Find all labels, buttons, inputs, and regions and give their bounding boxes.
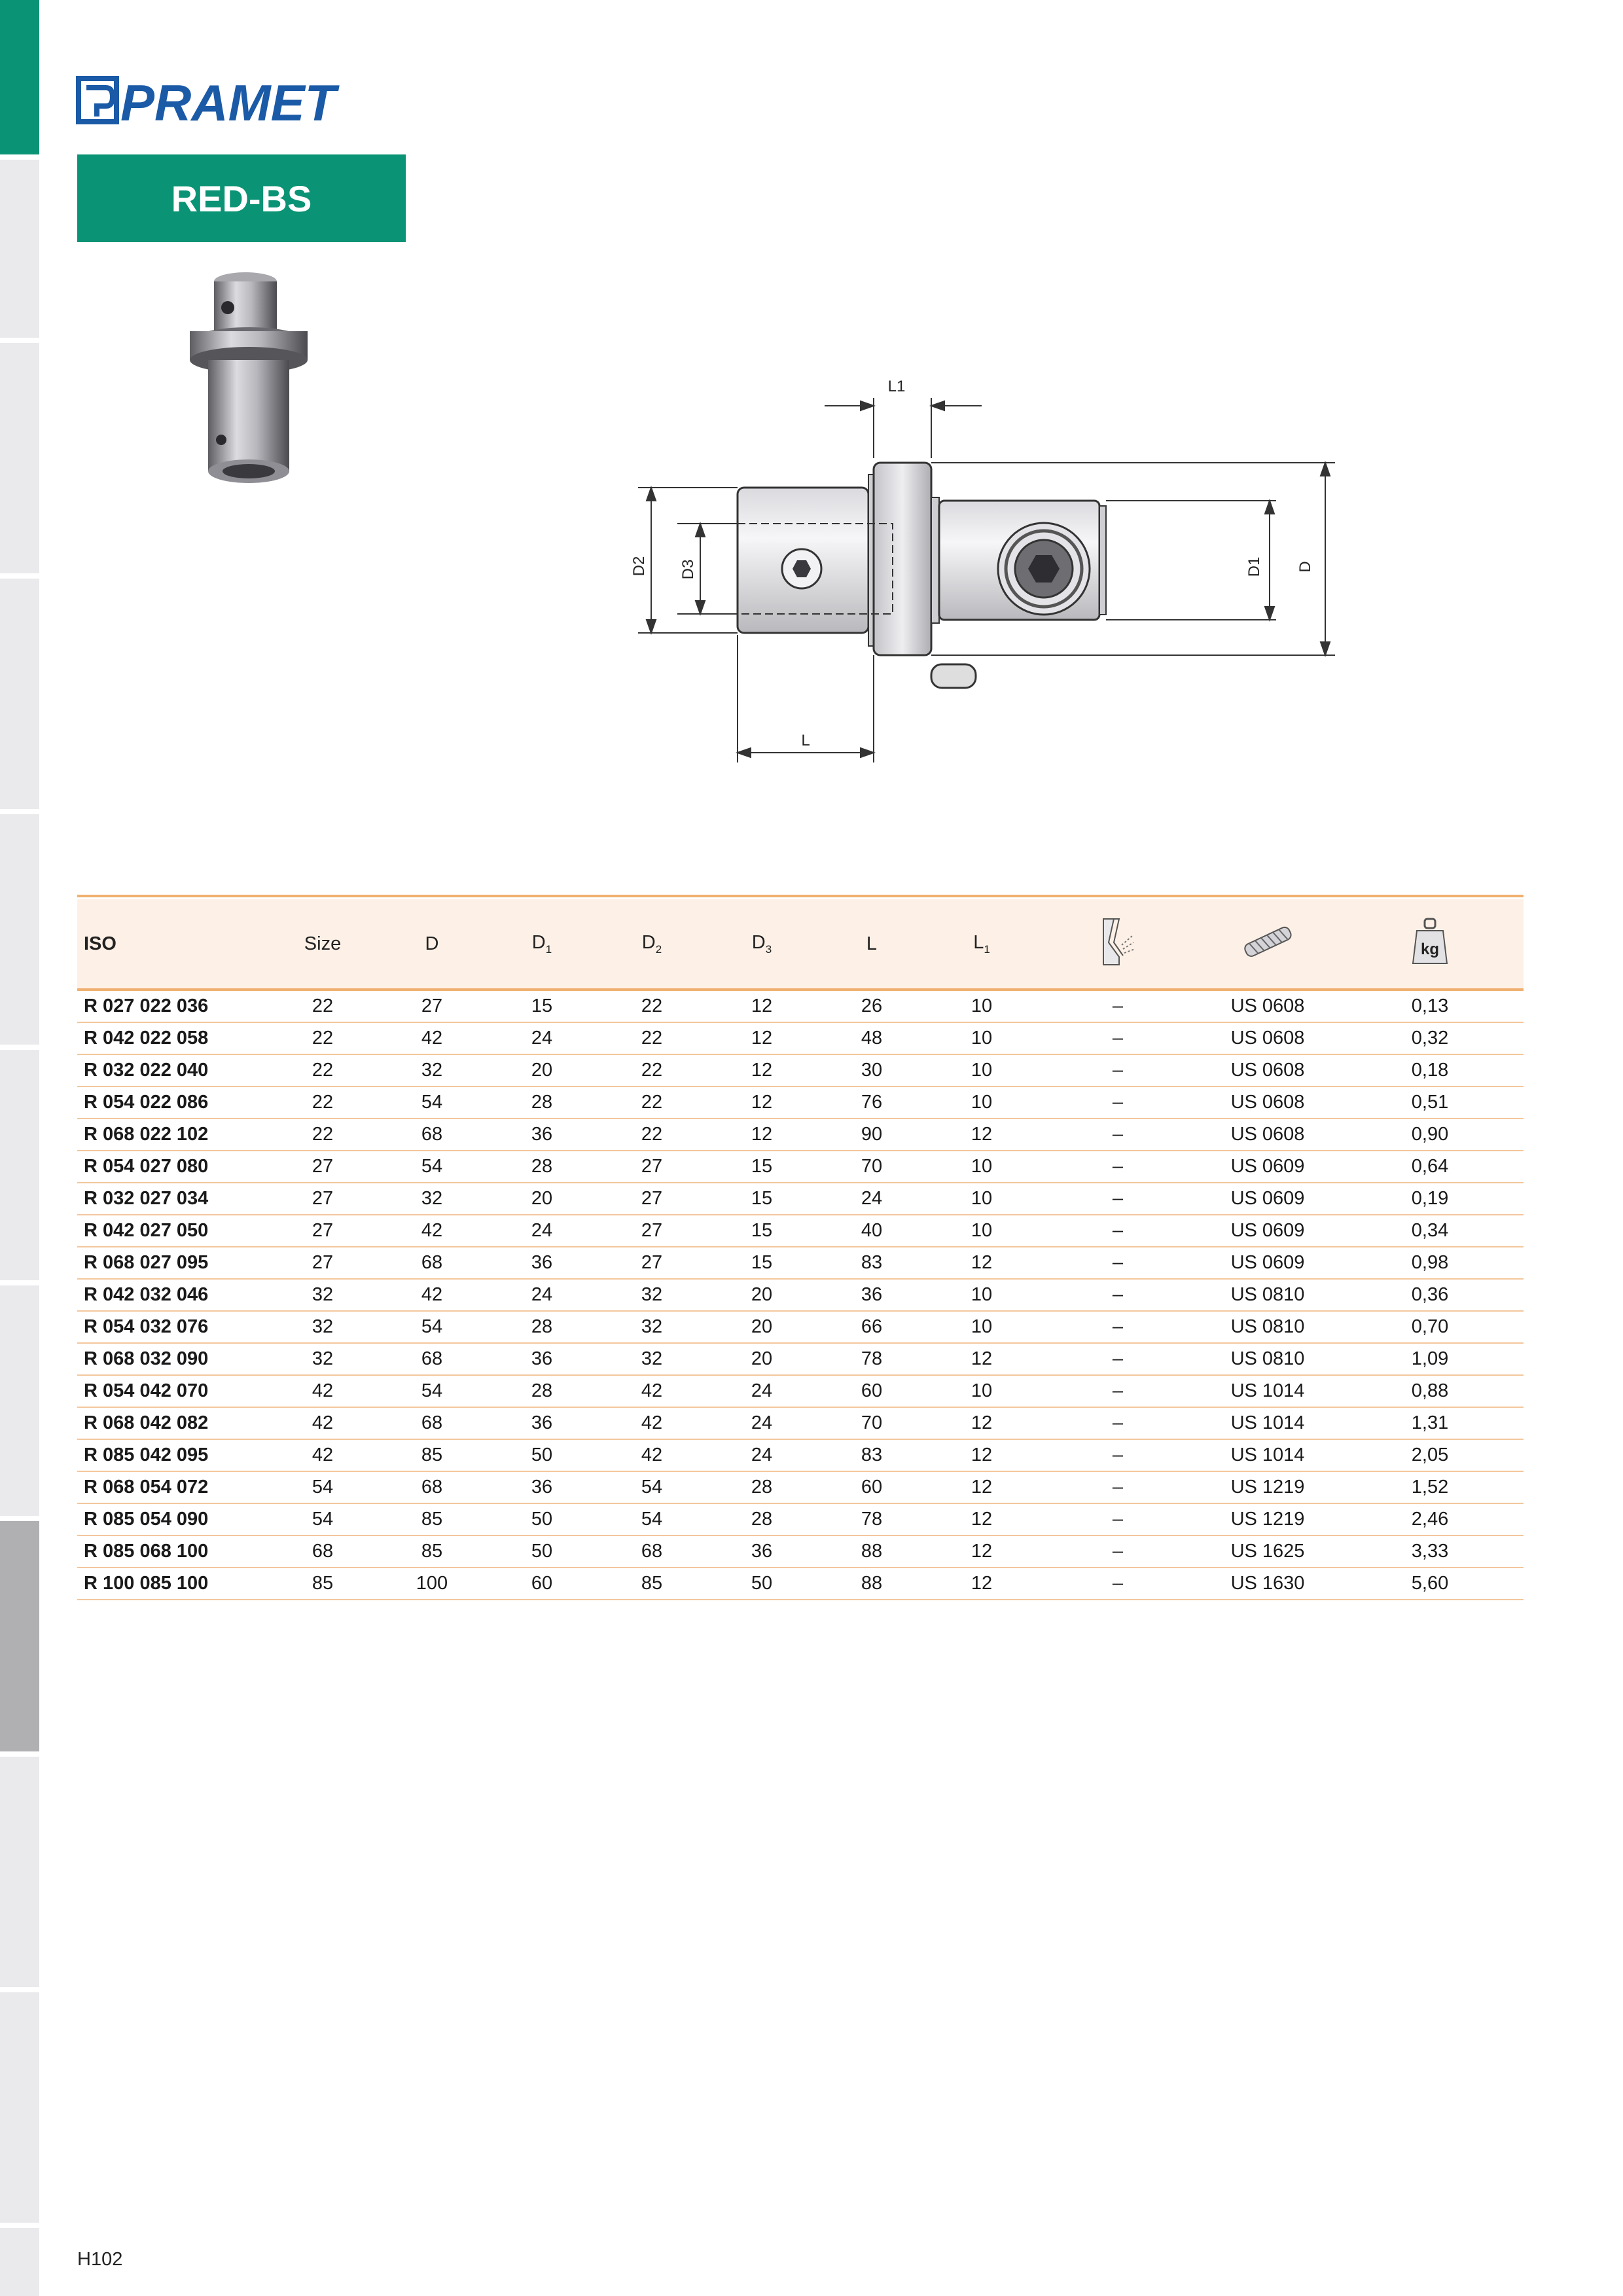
cell-d2: 27 bbox=[597, 1247, 707, 1279]
table-row bbox=[77, 1279, 1524, 1311]
cell-coolant: – bbox=[1037, 1439, 1199, 1471]
col-header-d1-sub: 1 bbox=[545, 942, 552, 956]
col-header-d3-sub: 3 bbox=[765, 942, 772, 956]
cell-size: 27 bbox=[268, 1151, 377, 1183]
cell-d3: 20 bbox=[707, 1279, 817, 1311]
page-number: H102 bbox=[77, 2249, 123, 2270]
cell-l: 70 bbox=[817, 1407, 927, 1439]
col-header-d3-main: D bbox=[751, 931, 766, 953]
cell-coolant: – bbox=[1037, 1119, 1199, 1151]
cell-coolant: – bbox=[1037, 1215, 1199, 1247]
pramet-logo-mark bbox=[79, 79, 116, 122]
cell-d: 68 bbox=[377, 1119, 487, 1151]
cell-coolant: – bbox=[1037, 1568, 1199, 1600]
cell-weight: 1,52 bbox=[1336, 1471, 1524, 1503]
cell-l: 70 bbox=[817, 1151, 927, 1183]
cell-coolant: – bbox=[1037, 1343, 1199, 1375]
cell-size: 85 bbox=[268, 1568, 377, 1600]
cell-l1: 12 bbox=[927, 1535, 1037, 1568]
cell-d3: 20 bbox=[707, 1343, 817, 1375]
cell-iso: R 042 022 058 bbox=[77, 1022, 268, 1054]
weight-icon bbox=[1410, 916, 1450, 966]
cell-screw: US 0810 bbox=[1199, 1343, 1336, 1375]
cell-d2: 22 bbox=[597, 1054, 707, 1086]
cell-iso: R 085 054 090 bbox=[77, 1503, 268, 1535]
cell-screw: US 1219 bbox=[1199, 1471, 1336, 1503]
cell-weight: 0,64 bbox=[1336, 1151, 1524, 1183]
col-header-coolant bbox=[1037, 899, 1199, 990]
cell-l: 88 bbox=[817, 1568, 927, 1600]
cell-weight: 1,31 bbox=[1336, 1407, 1524, 1439]
cell-d2: 27 bbox=[597, 1215, 707, 1247]
cell-d1: 60 bbox=[487, 1568, 597, 1600]
cell-l: 60 bbox=[817, 1471, 927, 1503]
cell-coolant: – bbox=[1037, 1471, 1199, 1503]
cell-d1: 36 bbox=[487, 1407, 597, 1439]
col-header-d1 bbox=[487, 899, 597, 990]
cell-l: 83 bbox=[817, 1439, 927, 1471]
cell-weight: 5,60 bbox=[1336, 1568, 1524, 1600]
cell-screw: US 0609 bbox=[1199, 1215, 1336, 1247]
cell-size: 54 bbox=[268, 1471, 377, 1503]
cell-iso: R 085 068 100 bbox=[77, 1535, 268, 1568]
cell-d1: 36 bbox=[487, 1471, 597, 1503]
cell-screw: US 0609 bbox=[1199, 1183, 1336, 1215]
cell-d: 54 bbox=[377, 1151, 487, 1183]
cell-d2: 68 bbox=[597, 1535, 707, 1568]
cell-d3: 12 bbox=[707, 1022, 817, 1054]
product-title-box bbox=[77, 154, 406, 242]
table-row bbox=[77, 1503, 1524, 1535]
table-header-row bbox=[77, 899, 1524, 990]
cell-l: 78 bbox=[817, 1343, 927, 1375]
side-tab[interactable] bbox=[0, 814, 39, 1045]
cell-screw: US 1630 bbox=[1199, 1568, 1336, 1600]
cell-iso: R 032 022 040 bbox=[77, 1054, 268, 1086]
cell-l: 26 bbox=[817, 990, 927, 1022]
table-row bbox=[77, 1375, 1524, 1407]
dim-label-d1: D1 bbox=[1245, 556, 1263, 577]
cell-screw: US 0608 bbox=[1199, 990, 1336, 1022]
cell-iso: R 054 027 080 bbox=[77, 1151, 268, 1183]
cell-l1: 12 bbox=[927, 1568, 1037, 1600]
cell-l1: 10 bbox=[927, 1279, 1037, 1311]
cell-d: 100 bbox=[377, 1568, 487, 1600]
cell-coolant: – bbox=[1037, 1503, 1199, 1535]
cell-d2: 22 bbox=[597, 990, 707, 1022]
table-row bbox=[77, 1183, 1524, 1215]
cell-size: 42 bbox=[268, 1375, 377, 1407]
cell-iso: R 068 054 072 bbox=[77, 1471, 268, 1503]
cell-d2: 54 bbox=[597, 1471, 707, 1503]
cell-coolant: – bbox=[1037, 1054, 1199, 1086]
cell-size: 32 bbox=[268, 1279, 377, 1311]
cell-coolant: – bbox=[1037, 1247, 1199, 1279]
side-tab[interactable] bbox=[0, 1992, 39, 2223]
cell-d: 85 bbox=[377, 1439, 487, 1471]
table-row bbox=[77, 1343, 1524, 1375]
cell-iso: R 042 027 050 bbox=[77, 1215, 268, 1247]
cell-size: 32 bbox=[268, 1343, 377, 1375]
cell-d3: 50 bbox=[707, 1568, 817, 1600]
cell-d: 27 bbox=[377, 990, 487, 1022]
cell-d: 32 bbox=[377, 1054, 487, 1086]
cell-screw: US 1014 bbox=[1199, 1439, 1336, 1471]
cell-d2: 42 bbox=[597, 1375, 707, 1407]
cell-coolant: – bbox=[1037, 1086, 1199, 1119]
cell-d3: 12 bbox=[707, 1054, 817, 1086]
col-header-weight bbox=[1336, 899, 1524, 990]
cell-iso: R 100 085 100 bbox=[77, 1568, 268, 1600]
cell-iso: R 085 042 095 bbox=[77, 1439, 268, 1471]
table-row bbox=[77, 1119, 1524, 1151]
cell-iso: R 042 032 046 bbox=[77, 1279, 268, 1311]
cell-d: 85 bbox=[377, 1535, 487, 1568]
cell-size: 42 bbox=[268, 1407, 377, 1439]
table-row bbox=[77, 1086, 1524, 1119]
cell-d3: 20 bbox=[707, 1311, 817, 1343]
cell-d3: 12 bbox=[707, 1086, 817, 1119]
cell-weight: 2,46 bbox=[1336, 1503, 1524, 1535]
cell-l1: 10 bbox=[927, 1151, 1037, 1183]
cell-weight: 0,32 bbox=[1336, 1022, 1524, 1054]
cell-weight: 0,36 bbox=[1336, 1279, 1524, 1311]
table-row bbox=[77, 1568, 1524, 1600]
cell-d3: 28 bbox=[707, 1471, 817, 1503]
cell-l1: 12 bbox=[927, 1247, 1037, 1279]
col-header-d2-main: D bbox=[641, 931, 656, 953]
col-header-d2-sub: 2 bbox=[655, 942, 662, 956]
cell-weight: 0,70 bbox=[1336, 1311, 1524, 1343]
screw-icon bbox=[1238, 925, 1297, 958]
cell-l: 78 bbox=[817, 1503, 927, 1535]
cell-size: 27 bbox=[268, 1183, 377, 1215]
cell-d: 32 bbox=[377, 1183, 487, 1215]
cell-d2: 54 bbox=[597, 1503, 707, 1535]
cell-d1: 24 bbox=[487, 1022, 597, 1054]
cell-l1: 10 bbox=[927, 1054, 1037, 1086]
cell-screw: US 1014 bbox=[1199, 1375, 1336, 1407]
cell-d2: 22 bbox=[597, 1086, 707, 1119]
col-header-d: D bbox=[377, 899, 487, 990]
cell-l1: 12 bbox=[927, 1439, 1037, 1471]
cell-d1: 28 bbox=[487, 1151, 597, 1183]
cell-d: 42 bbox=[377, 1022, 487, 1054]
cell-weight: 3,33 bbox=[1336, 1535, 1524, 1568]
table-row bbox=[77, 1471, 1524, 1503]
cell-size: 27 bbox=[268, 1215, 377, 1247]
cell-d2: 22 bbox=[597, 1119, 707, 1151]
cell-weight: 0,90 bbox=[1336, 1119, 1524, 1151]
cell-d1: 36 bbox=[487, 1247, 597, 1279]
side-tab-active[interactable] bbox=[0, 0, 39, 154]
cell-screw: US 0810 bbox=[1199, 1311, 1336, 1343]
cell-d2: 42 bbox=[597, 1407, 707, 1439]
table-top-rule bbox=[77, 895, 1524, 897]
cell-d1: 24 bbox=[487, 1279, 597, 1311]
cell-d: 54 bbox=[377, 1086, 487, 1119]
cell-size: 22 bbox=[268, 1054, 377, 1086]
cell-d: 54 bbox=[377, 1311, 487, 1343]
cell-size: 27 bbox=[268, 1247, 377, 1279]
cell-screw: US 1219 bbox=[1199, 1503, 1336, 1535]
cell-size: 22 bbox=[268, 1086, 377, 1119]
cell-d1: 50 bbox=[487, 1535, 597, 1568]
cell-l1: 10 bbox=[927, 1311, 1037, 1343]
cell-l1: 12 bbox=[927, 1119, 1037, 1151]
side-tab[interactable] bbox=[0, 2228, 39, 2296]
cell-l: 40 bbox=[817, 1215, 927, 1247]
cell-l1: 12 bbox=[927, 1471, 1037, 1503]
cell-coolant: – bbox=[1037, 1151, 1199, 1183]
weight-unit-label: kg bbox=[1420, 941, 1440, 958]
col-header-l1 bbox=[927, 899, 1037, 990]
coolant-icon bbox=[1099, 916, 1136, 966]
table-row bbox=[77, 1439, 1524, 1471]
dim-label-l: L bbox=[801, 732, 810, 749]
cell-l1: 10 bbox=[927, 1022, 1037, 1054]
side-tabs bbox=[0, 0, 39, 2296]
cell-d: 54 bbox=[377, 1375, 487, 1407]
cell-weight: 0,19 bbox=[1336, 1183, 1524, 1215]
cell-l1: 10 bbox=[927, 990, 1037, 1022]
cell-d3: 24 bbox=[707, 1375, 817, 1407]
cell-d: 42 bbox=[377, 1279, 487, 1311]
table-row bbox=[77, 1151, 1524, 1183]
cell-l1: 12 bbox=[927, 1503, 1037, 1535]
cell-d1: 28 bbox=[487, 1311, 597, 1343]
col-header-l1-sub: 1 bbox=[984, 942, 990, 956]
cell-d3: 28 bbox=[707, 1503, 817, 1535]
cell-l: 24 bbox=[817, 1183, 927, 1215]
cell-d: 42 bbox=[377, 1215, 487, 1247]
cell-weight: 0,88 bbox=[1336, 1375, 1524, 1407]
cell-size: 22 bbox=[268, 1119, 377, 1151]
side-tab[interactable] bbox=[0, 160, 39, 338]
cell-size: 32 bbox=[268, 1311, 377, 1343]
cell-l1: 10 bbox=[927, 1215, 1037, 1247]
cell-l1: 12 bbox=[927, 1343, 1037, 1375]
table-body bbox=[77, 990, 1524, 1600]
cell-iso: R 027 022 036 bbox=[77, 990, 268, 1022]
dim-label-l1: L1 bbox=[887, 378, 906, 395]
cell-l: 66 bbox=[817, 1311, 927, 1343]
col-header-size: Size bbox=[268, 899, 377, 990]
cell-l: 60 bbox=[817, 1375, 927, 1407]
cell-iso: R 054 022 086 bbox=[77, 1086, 268, 1119]
table-row bbox=[77, 1054, 1524, 1086]
cell-coolant: – bbox=[1037, 1022, 1199, 1054]
cell-d3: 24 bbox=[707, 1407, 817, 1439]
cell-weight: 0,18 bbox=[1336, 1054, 1524, 1086]
cell-d1: 20 bbox=[487, 1054, 597, 1086]
cell-coolant: – bbox=[1037, 1535, 1199, 1568]
cell-l1: 10 bbox=[927, 1086, 1037, 1119]
cell-d3: 15 bbox=[707, 1247, 817, 1279]
cell-screw: US 0609 bbox=[1199, 1247, 1336, 1279]
cell-d2: 27 bbox=[597, 1151, 707, 1183]
dim-label-d2: D2 bbox=[630, 556, 648, 577]
cell-l: 30 bbox=[817, 1054, 927, 1086]
side-tab[interactable] bbox=[0, 1285, 39, 1516]
cell-d1: 36 bbox=[487, 1343, 597, 1375]
cell-screw: US 0608 bbox=[1199, 1054, 1336, 1086]
col-header-d3 bbox=[707, 899, 817, 990]
cell-d3: 12 bbox=[707, 990, 817, 1022]
side-tab[interactable] bbox=[0, 1050, 39, 1280]
cell-d1: 50 bbox=[487, 1503, 597, 1535]
cell-d: 68 bbox=[377, 1247, 487, 1279]
col-header-d2 bbox=[597, 899, 707, 990]
cell-d3: 12 bbox=[707, 1119, 817, 1151]
cell-size: 42 bbox=[268, 1439, 377, 1471]
cell-iso: R 068 022 102 bbox=[77, 1119, 268, 1151]
cell-l1: 10 bbox=[927, 1183, 1037, 1215]
cell-l: 36 bbox=[817, 1279, 927, 1311]
cell-iso: R 054 032 076 bbox=[77, 1311, 268, 1343]
cell-d1: 20 bbox=[487, 1183, 597, 1215]
cell-l: 48 bbox=[817, 1022, 927, 1054]
cell-screw: US 0810 bbox=[1199, 1279, 1336, 1311]
cell-weight: 0,51 bbox=[1336, 1086, 1524, 1119]
cell-iso: R 068 027 095 bbox=[77, 1247, 268, 1279]
cell-d1: 24 bbox=[487, 1215, 597, 1247]
cell-iso: R 068 032 090 bbox=[77, 1343, 268, 1375]
table-row bbox=[77, 1311, 1524, 1343]
cell-l: 88 bbox=[817, 1535, 927, 1568]
cell-d: 68 bbox=[377, 1471, 487, 1503]
cell-d1: 15 bbox=[487, 990, 597, 1022]
cell-coolant: – bbox=[1037, 1375, 1199, 1407]
table-row bbox=[77, 1407, 1524, 1439]
cell-coolant: – bbox=[1037, 1311, 1199, 1343]
cell-weight: 0,13 bbox=[1336, 990, 1524, 1022]
technical-drawing bbox=[628, 367, 1361, 785]
cell-d2: 32 bbox=[597, 1279, 707, 1311]
col-header-iso: ISO bbox=[77, 899, 268, 990]
cell-d1: 28 bbox=[487, 1086, 597, 1119]
cell-d3: 15 bbox=[707, 1151, 817, 1183]
spec-table bbox=[77, 899, 1524, 1600]
cell-size: 22 bbox=[268, 1022, 377, 1054]
cell-l1: 10 bbox=[927, 1375, 1037, 1407]
cell-d3: 15 bbox=[707, 1183, 817, 1215]
cell-screw: US 1014 bbox=[1199, 1407, 1336, 1439]
cell-iso: R 054 042 070 bbox=[77, 1375, 268, 1407]
cell-screw: US 0608 bbox=[1199, 1022, 1336, 1054]
cell-size: 68 bbox=[268, 1535, 377, 1568]
cell-coolant: – bbox=[1037, 1407, 1199, 1439]
cell-coolant: – bbox=[1037, 1183, 1199, 1215]
side-tab[interactable] bbox=[0, 343, 39, 573]
cell-d1: 28 bbox=[487, 1375, 597, 1407]
pramet-logo bbox=[77, 73, 336, 132]
brand-name: PRAMET bbox=[120, 74, 336, 132]
cell-d2: 85 bbox=[597, 1568, 707, 1600]
table-row bbox=[77, 1247, 1524, 1279]
cell-d2: 42 bbox=[597, 1439, 707, 1471]
dim-label-d: D bbox=[1296, 561, 1314, 573]
cell-l: 90 bbox=[817, 1119, 927, 1151]
cell-d2: 22 bbox=[597, 1022, 707, 1054]
cell-coolant: – bbox=[1037, 1279, 1199, 1311]
col-header-screw bbox=[1199, 899, 1336, 990]
cell-iso: R 068 042 082 bbox=[77, 1407, 268, 1439]
cell-screw: US 0608 bbox=[1199, 1086, 1336, 1119]
cell-weight: 1,09 bbox=[1336, 1343, 1524, 1375]
cell-d3: 24 bbox=[707, 1439, 817, 1471]
side-tab-current[interactable] bbox=[0, 1521, 39, 1751]
cell-d: 68 bbox=[377, 1407, 487, 1439]
cell-size: 22 bbox=[268, 990, 377, 1022]
col-header-l: L bbox=[817, 899, 927, 990]
cell-d3: 36 bbox=[707, 1535, 817, 1568]
tool-body bbox=[738, 463, 1106, 688]
table-row bbox=[77, 1535, 1524, 1568]
cell-screw: US 1625 bbox=[1199, 1535, 1336, 1568]
cell-weight: 0,98 bbox=[1336, 1247, 1524, 1279]
table-row bbox=[77, 1215, 1524, 1247]
cell-weight: 2,05 bbox=[1336, 1439, 1524, 1471]
cell-d2: 27 bbox=[597, 1183, 707, 1215]
table-row bbox=[77, 1022, 1524, 1054]
dim-label-d3: D3 bbox=[679, 559, 697, 580]
cell-l: 76 bbox=[817, 1086, 927, 1119]
cell-size: 54 bbox=[268, 1503, 377, 1535]
cell-d: 68 bbox=[377, 1343, 487, 1375]
cell-d2: 32 bbox=[597, 1311, 707, 1343]
cell-coolant: – bbox=[1037, 990, 1199, 1022]
table-row bbox=[77, 990, 1524, 1022]
col-header-d1-main: D bbox=[531, 931, 546, 953]
cell-d1: 50 bbox=[487, 1439, 597, 1471]
cell-d1: 36 bbox=[487, 1119, 597, 1151]
cell-d2: 32 bbox=[597, 1343, 707, 1375]
cell-weight: 0,34 bbox=[1336, 1215, 1524, 1247]
side-tab[interactable] bbox=[0, 579, 39, 809]
cell-screw: US 0608 bbox=[1199, 1119, 1336, 1151]
cell-iso: R 032 027 034 bbox=[77, 1183, 268, 1215]
cell-d3: 15 bbox=[707, 1215, 817, 1247]
cell-l: 83 bbox=[817, 1247, 927, 1279]
product-title: RED-BS bbox=[171, 177, 312, 219]
col-header-l1-main: L bbox=[973, 931, 984, 953]
side-tab[interactable] bbox=[0, 1757, 39, 1987]
cell-screw: US 0609 bbox=[1199, 1151, 1336, 1183]
cell-l1: 12 bbox=[927, 1407, 1037, 1439]
product-photo bbox=[183, 268, 327, 491]
cell-d: 85 bbox=[377, 1503, 487, 1535]
